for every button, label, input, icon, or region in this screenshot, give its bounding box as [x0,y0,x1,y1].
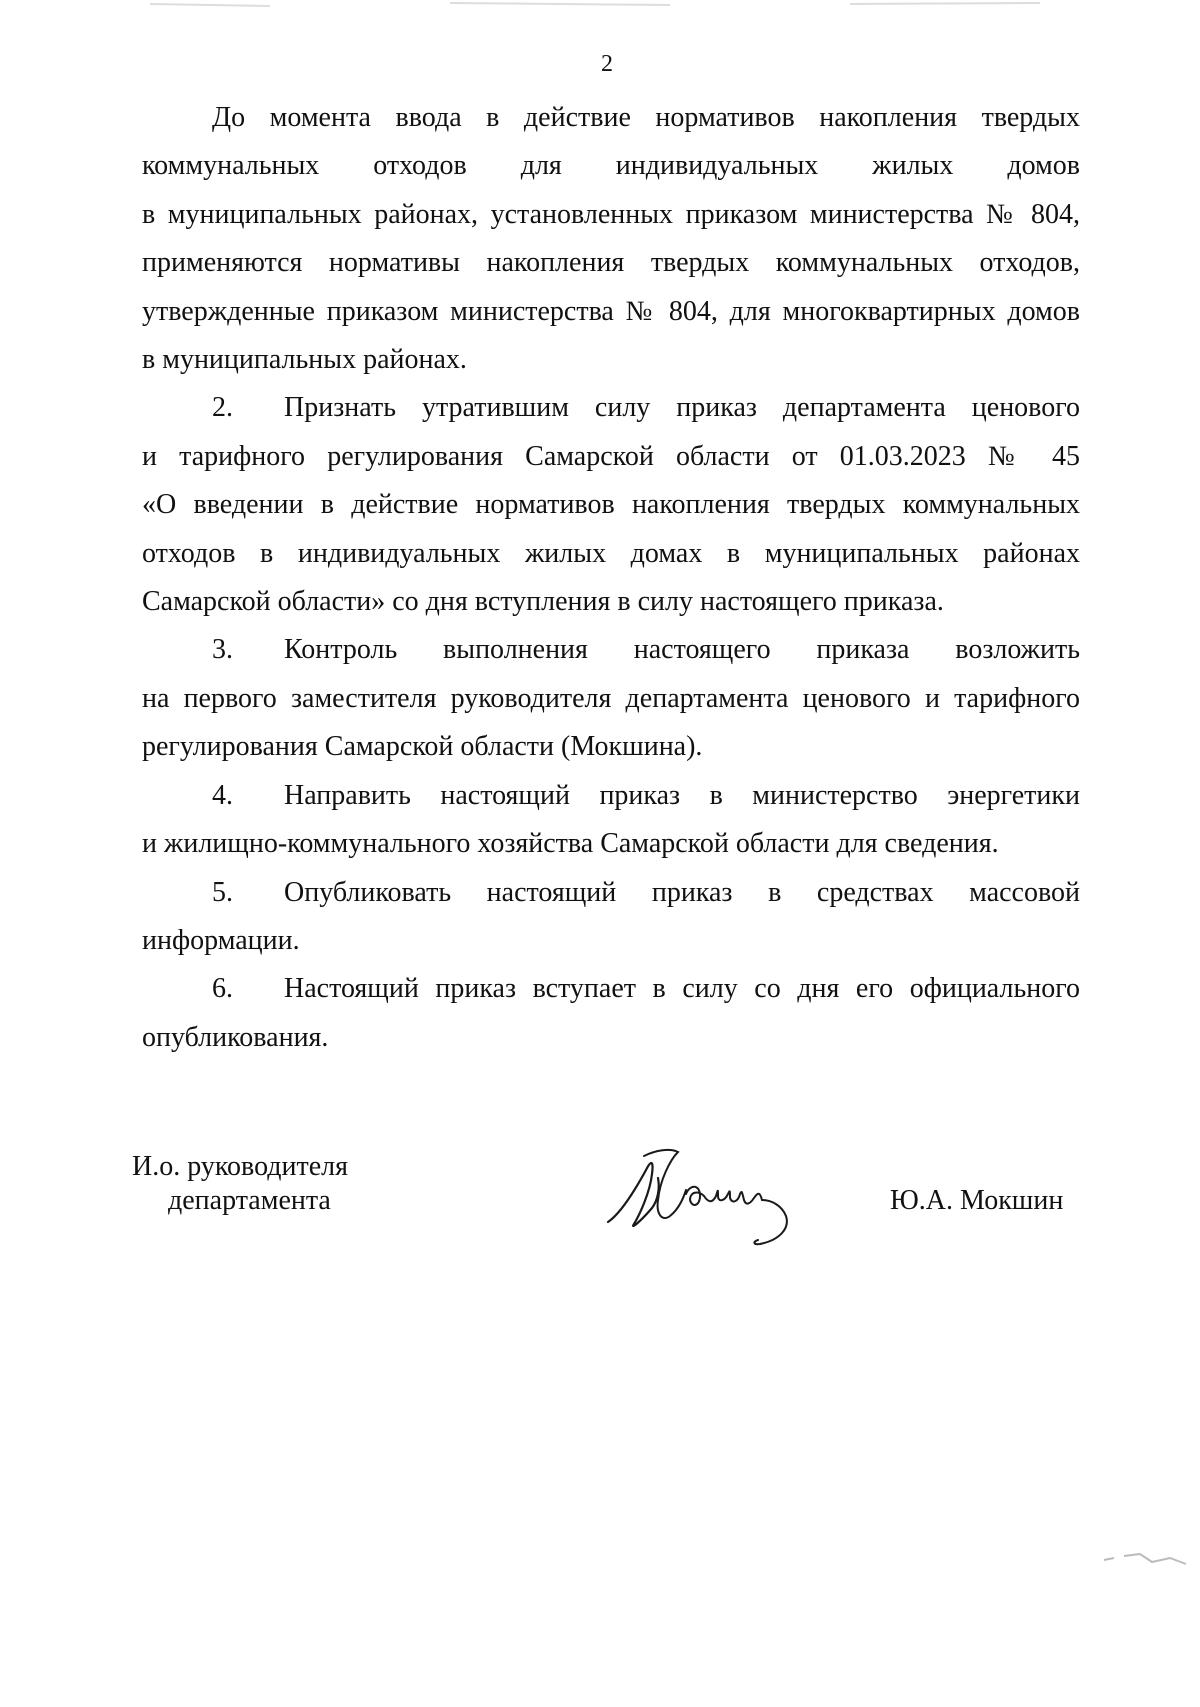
item-2-number: 2. [212,392,233,424]
paragraph-item-5 [142,869,1080,966]
item-2-line-1: Признать утратившим силу приказ департамента ценового [284,392,1080,424]
item-2-line-3: «О введении в действие нормативов накопления твердых коммунальных [142,489,1080,521]
item-4-line-1: Направить настоящий приказ в министерство энергетики [284,779,1080,811]
signatory-name: Ю.А. Мокшин [890,1185,1064,1216]
item-4-line-2: и жилищно-коммунального хозяйства Самарской области для сведения. [142,828,999,860]
item-5-first-line [142,869,1080,917]
item-5-line-1: Опубликовать настоящий приказ в средствах массовой [284,876,1080,908]
item-2-line-4: отходов в индивидуальных жилых домах в муниципальных районах [142,537,1080,569]
item-3-line-2: на первого заместителя руководителя департамента ценового и тарифного [142,682,1080,714]
intro-line-1: До момента ввода в действие нормативов накопления твердых [212,102,1080,133]
intro-line-5: утвержденные приказом министерства № 804, для многоквартирных домов [142,295,1080,327]
item-3-line-1: Контроль выполнения настоящего приказа возложить [284,634,1080,666]
paragraph-item-4 [142,772,1080,869]
item-2-line-5: Самарской области» со дня вступления в силу настоящего приказа. [142,586,944,618]
scan-noise-mark [1100,1540,1190,1580]
handwritten-signature [600,1144,830,1254]
item-6-number: 6. [212,973,233,1005]
paragraph-item-3 [142,626,1080,771]
item-6-line-2: опубликования. [142,1021,329,1053]
item-2-line-2: и тарифного регулирования Самарской области от 01.03.2023 № 45 [142,440,1080,472]
document-body [142,94,1080,1062]
paragraph-item-6 [142,965,1080,1062]
intro-line-3: в муниципальных районах, установленных приказом министерства № 804, [142,198,1080,230]
intro-line-6: в муниципальных районах. [142,344,467,376]
intro-line-2: коммунальных отходов для индивидуальных жилых домов [142,150,1080,182]
signatory-title-line-2: департамента [168,1185,331,1216]
item-5-line-2: информации. [142,924,300,956]
item-3-first-line [142,626,1080,674]
item-4-first-line [142,772,1080,820]
item-5-number: 5. [212,876,233,908]
page-number: 2 [601,51,613,77]
paragraph-item-2 [142,384,1080,626]
item-2-first-line [142,384,1080,432]
signatory-title-line-1: И.о. руководителя [132,1151,349,1182]
item-3-line-3: регулирования Самарской области (Мокшина). [142,731,703,763]
item-6-first-line [142,965,1080,1013]
intro-line-4: применяются нормативы накопления твердых коммунальных отходов, [142,247,1080,279]
item-4-number: 4. [212,779,233,811]
paragraph-intro [142,94,1080,384]
item-6-line-1: Настоящий приказ вступает в силу со дня его официального [284,973,1080,1005]
scan-top-edge [150,0,1050,12]
item-3-number: 3. [212,634,233,666]
signature-block [0,1150,1200,1290]
